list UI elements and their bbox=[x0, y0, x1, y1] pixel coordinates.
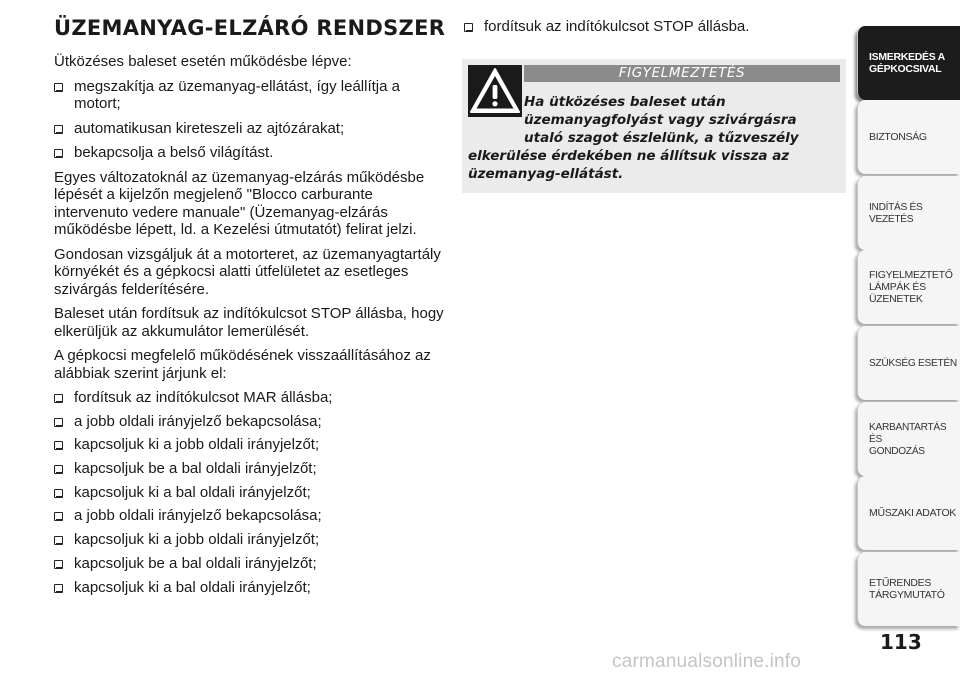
page-title: ÜZEMANYAG-ELZÁRÓ RENDSZER bbox=[54, 16, 446, 40]
list-item: kapcsoljuk be a bal oldali irányjelzőt; bbox=[54, 555, 446, 573]
left-column bbox=[54, 53, 446, 602]
reset-steps-list bbox=[54, 389, 446, 596]
chapter-tabs bbox=[857, 0, 960, 678]
right-column bbox=[464, 18, 844, 43]
paragraph-inspection: Gondosan vizsgáljuk át a motorteret, az üzemanyagtartály környékét és a gépkocsi alatti útfelületet az esetleges szivárgás felderítésére. bbox=[54, 245, 441, 298]
paragraph-battery: Baleset után fordítsuk az indítókulcsot STOP állásba, hogy elkerüljük az akkumulátor lemerülését. bbox=[54, 305, 444, 340]
warning-heading: FIGYELMEZTETÉS bbox=[524, 65, 840, 82]
tab-inditas[interactable] bbox=[857, 176, 960, 250]
checkbox-bullet-icon bbox=[54, 489, 63, 498]
list-item: megszakítja az üzemanyag-ellátást, így leállítja a motort; bbox=[54, 78, 446, 113]
tab-figyelmezteto[interactable] bbox=[857, 250, 960, 324]
checkbox-bullet-icon bbox=[464, 23, 473, 32]
tab-targymutato[interactable] bbox=[857, 552, 960, 626]
list-item: bekapcsolja a belső világítást. bbox=[54, 144, 446, 162]
effects-list bbox=[54, 78, 446, 162]
checkbox-bullet-icon bbox=[54, 441, 63, 450]
warning-text: Ha ütközéses baleset után üzemanyagfolyást vagy szivárgásra utaló szagot észlelünk, a tűzveszély elkerülése érdekében ne állítsuk vissza az üzemanyag-ellátást. bbox=[468, 94, 799, 182]
tab-label: INDÍTÁS ÉS VEZETÉS bbox=[869, 201, 923, 225]
tab-szukseg[interactable] bbox=[857, 326, 960, 400]
list-item: kapcsoljuk ki a bal oldali irányjelzőt; bbox=[54, 579, 446, 597]
list-item: kapcsoljuk ki a jobb oldali irányjelzőt; bbox=[54, 436, 446, 454]
list-item: fordítsuk az indítókulcsot STOP állásba. bbox=[464, 18, 844, 36]
checkbox-bullet-icon bbox=[54, 125, 63, 134]
list-item: a jobb oldali irányjelző bekapcsolása; bbox=[54, 507, 446, 525]
tab-label: ISMERKEDÉS A GÉPKOCSIVAL bbox=[869, 51, 945, 75]
tab-biztonsag[interactable] bbox=[857, 100, 960, 174]
checkbox-bullet-icon bbox=[54, 418, 63, 427]
tab-label: KARBANTARTÁS ÉS GONDOZÁS bbox=[869, 421, 947, 457]
tab-ismerkedes[interactable] bbox=[857, 26, 960, 100]
list-item: kapcsoljuk ki a jobb oldali irányjelzőt; bbox=[54, 531, 446, 549]
tab-label: FIGYELMEZTETŐ LÁMPÁK ÉS ÜZENETEK bbox=[869, 269, 953, 305]
checkbox-bullet-icon bbox=[54, 149, 63, 158]
paragraph-display-message: Egyes változatoknál az üzemanyag-elzárás működésbe lépését a kijelzőn megjelenő "Blocco carburante intervenuto vedere manuale" (Üzemanyag-elzárás működésbe lépett, ld. a Kezelési útmutatót) felirat jelzi. bbox=[54, 168, 425, 238]
list-item: fordítsuk az indítókulcsot MAR állásba; bbox=[54, 389, 446, 407]
list-item: a jobb oldali irányjelző bekapcsolása; bbox=[54, 413, 446, 431]
list-item: kapcsoljuk be a bal oldali irányjelzőt; bbox=[54, 460, 446, 478]
tab-label: MŰSZAKI ADATOK bbox=[869, 507, 957, 519]
list-item: kapcsoljuk ki a bal oldali irányjelzőt; bbox=[54, 484, 446, 502]
watermark: carmanualsonline.info bbox=[612, 651, 802, 672]
paragraph-reset-intro: A gépkocsi megfelelő működésének visszaállításához az alábbiak szerint járjunk el: bbox=[54, 347, 431, 382]
tab-label: ETŰRENDES TÁRGYMUTATÓ bbox=[869, 577, 945, 601]
tab-muszaki[interactable] bbox=[857, 476, 960, 550]
tab-label: BIZTONSÁG bbox=[869, 131, 927, 143]
checkbox-bullet-icon bbox=[54, 584, 63, 593]
checkbox-bullet-icon bbox=[54, 465, 63, 474]
checkbox-bullet-icon bbox=[54, 512, 63, 521]
checkbox-bullet-icon bbox=[54, 536, 63, 545]
checkbox-bullet-icon bbox=[54, 560, 63, 569]
intro-text: Ütközéses baleset esetén működésbe lépve: bbox=[54, 53, 352, 70]
warning-box bbox=[462, 59, 846, 193]
checkbox-bullet-icon bbox=[54, 83, 63, 92]
checkbox-bullet-icon bbox=[54, 394, 63, 403]
page-number: 113 bbox=[880, 630, 922, 654]
warning-text-block bbox=[468, 93, 838, 183]
list-item: automatikusan kireteszeli az ajtózárakat; bbox=[54, 120, 446, 138]
tab-label: SZÜKSÉG ESETÉN bbox=[869, 357, 957, 369]
tab-karbantartas[interactable] bbox=[857, 402, 960, 476]
final-step-list bbox=[464, 18, 844, 36]
